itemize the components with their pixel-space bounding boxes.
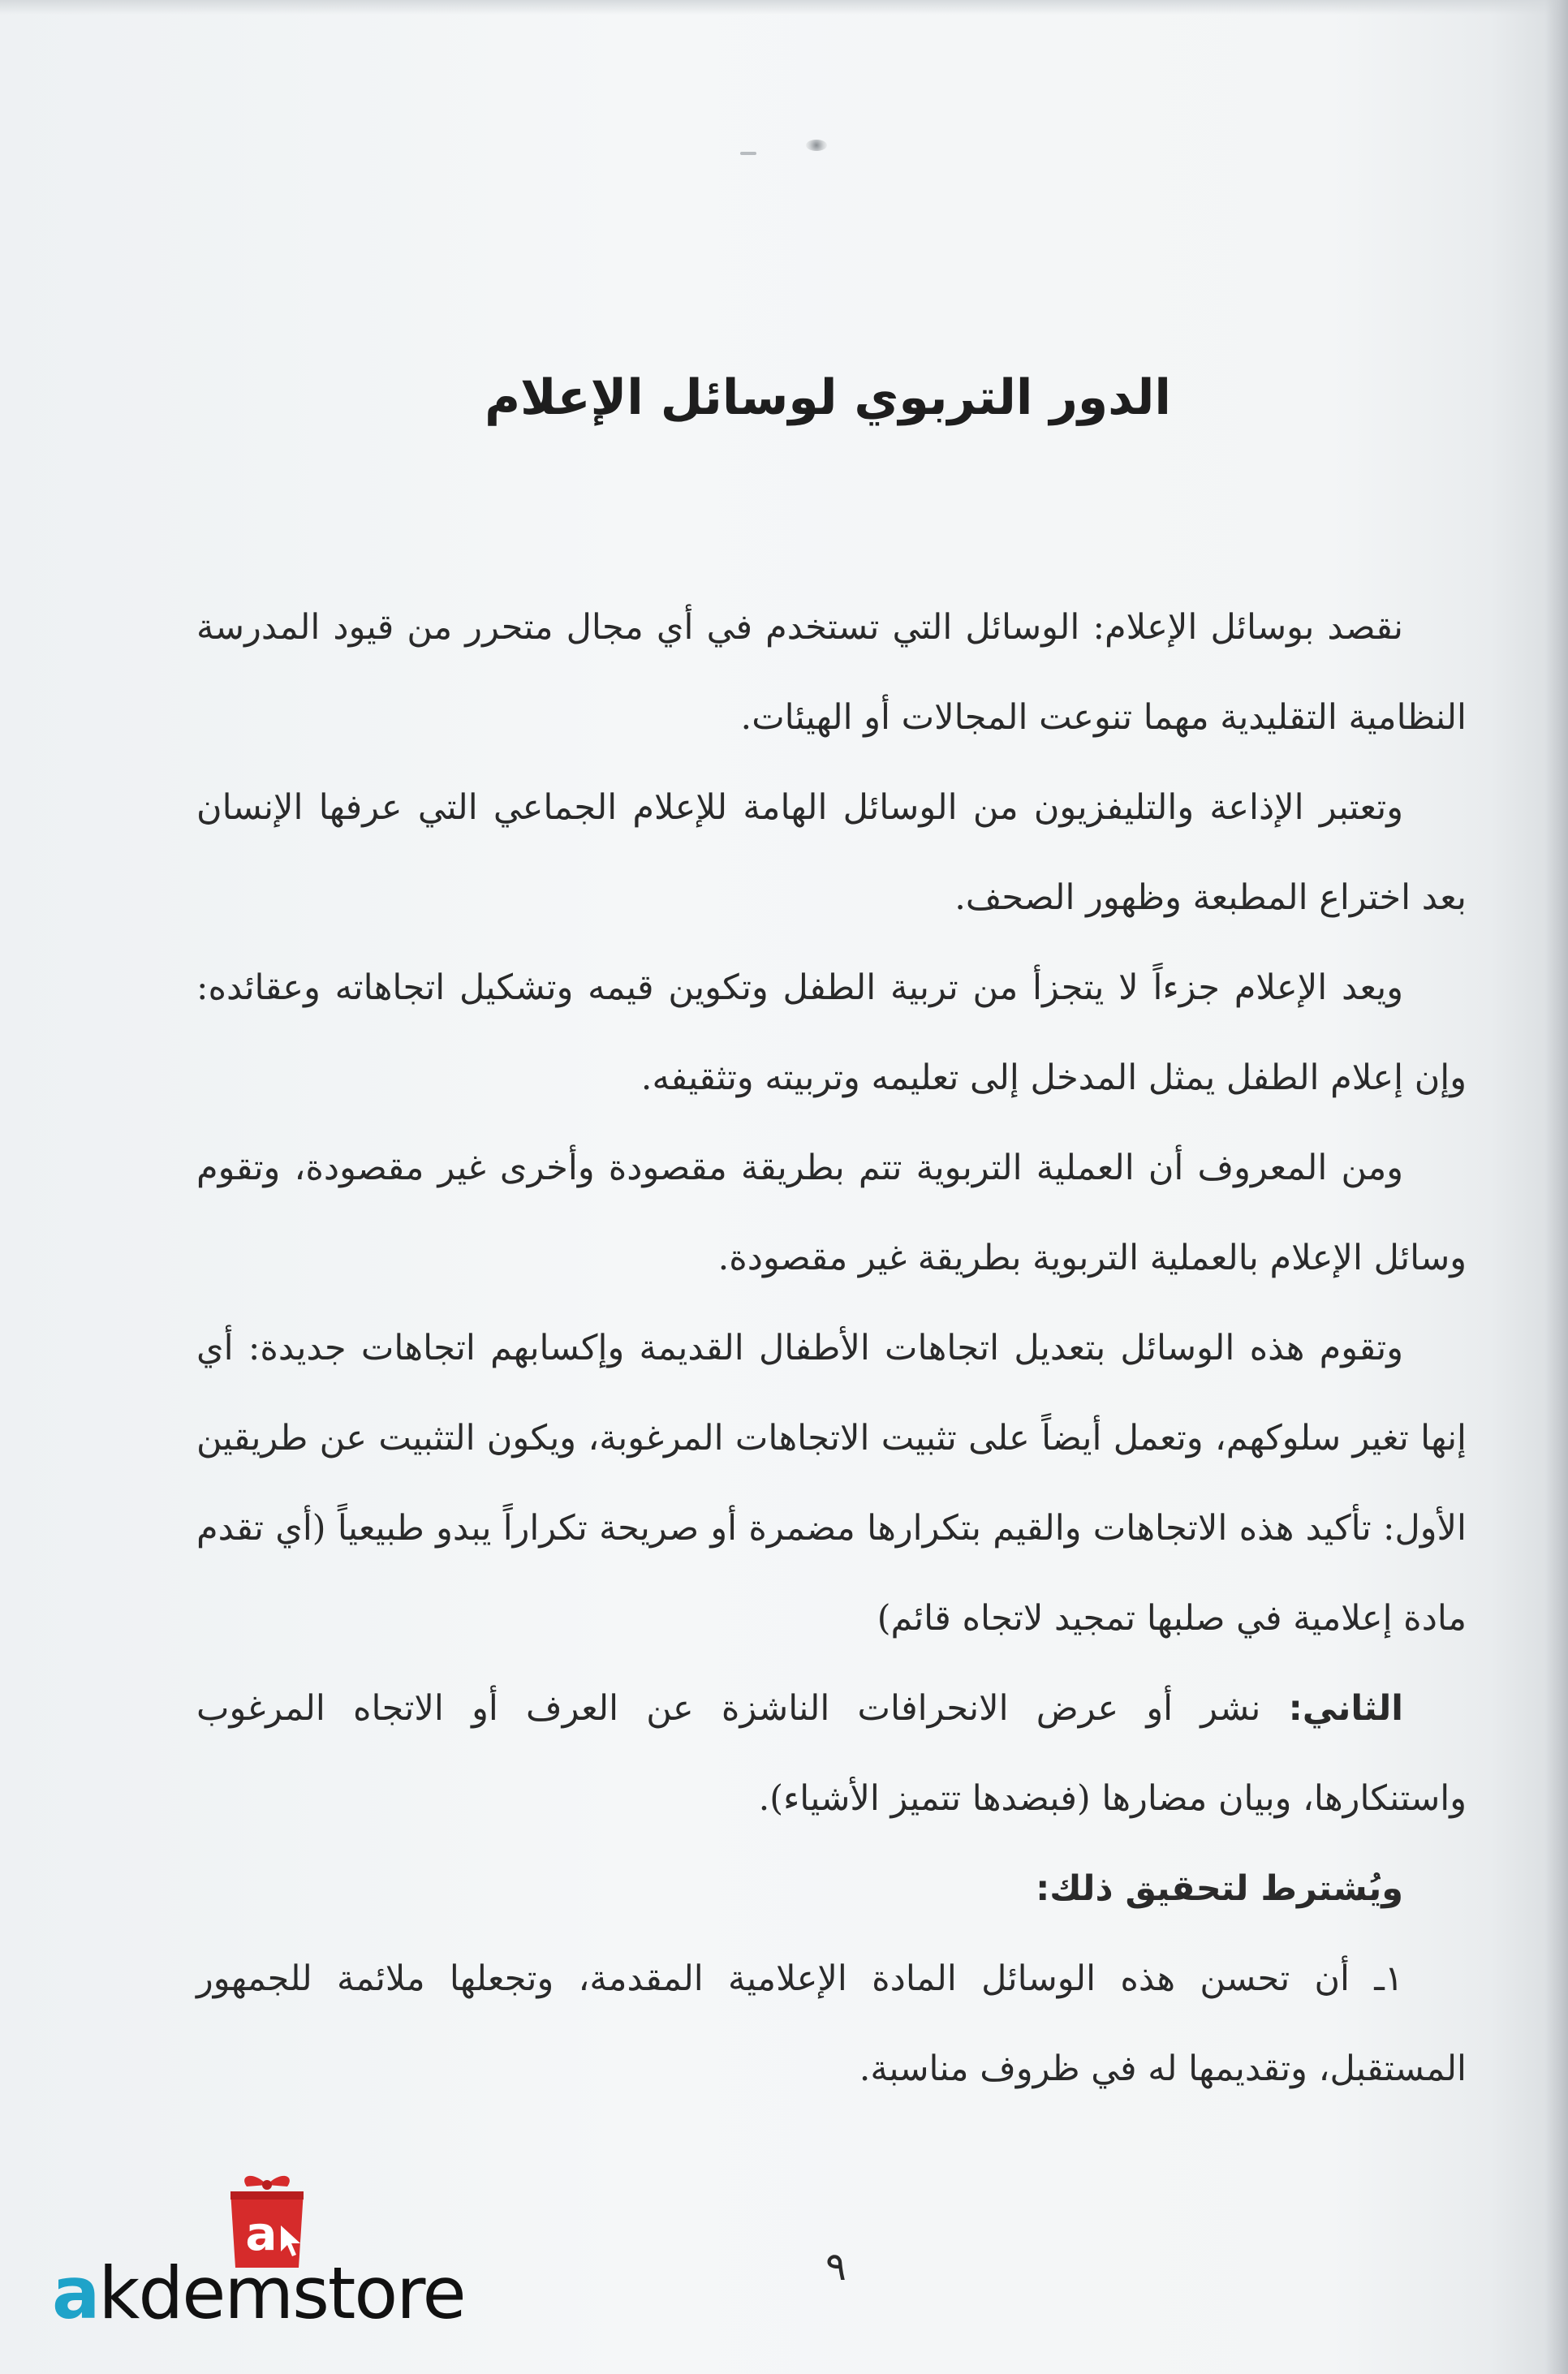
- paragraph-4: ومن المعروف أن العملية التربوية تتم بطريقة مقصودة وأخرى غير مقصودة، وتقوم وسائل الإعلام بالعملية التربوية بطريقة غير مقصودة.: [196, 1148, 1467, 1278]
- page-title: الدور التربوي لوسائل الإعلام: [485, 369, 1171, 426]
- watermark-brand-rest: kdemstore: [98, 2251, 465, 2335]
- page-top-shadow: [0, 0, 1568, 15]
- watermark-wordmark: [52, 2251, 465, 2335]
- paragraph-2: وتعتبر الإذاعة والتليفزيون من الوسائل الهامة للإعلام الجماعي التي عرفها الإنسان بعد اختراع المطبعة وظهور الصحف.: [196, 787, 1467, 918]
- paragraph-second: [196, 1664, 1467, 1844]
- akdemstore-watermark: [52, 2167, 474, 2337]
- body-text: [196, 583, 1467, 2114]
- condition-heading: ويُشترط لتحقيق ذلك:: [1036, 1868, 1403, 1909]
- page-edge: [1545, 0, 1568, 2374]
- condition-item-1: ١ـ أن تحسن هذه الوسائل المادة الإعلامية المقدمة، وتجعلها ملائمة للجمهور المستقبل، وتقديمها له في ظروف مناسبة.: [196, 1958, 1467, 2089]
- second-lead: الثاني:: [1288, 1688, 1403, 1729]
- paper-speck-line: [740, 152, 756, 155]
- page-number: ٩: [825, 2244, 846, 2290]
- second-text: نشر أو عرض الانحرافات الناشزة عن العرف أو الاتجاه المرغوب واستنكارها، وبيان مضارها (فبضدها تتميز الأشياء).: [196, 1688, 1467, 1819]
- paragraph-5: وتقوم هذه الوسائل بتعديل اتجاهات الأطفال القديمة وإكسابهم اتجاهات جديدة: أي إنها تغير سلوكهم، وتعمل أيضاً على تثبيت الاتجاهات المرغوبة، ويكون التثبيت عن طريقين الأول: تأكيد هذه الاتجاهات والقيم بتكرارها مضمرة أو صريحة تكراراً يبدو طبيعياً (أي تقدم مادة إعلامية في صلبها تمجيد لاتجاه قائم): [196, 1328, 1467, 1639]
- paragraph-1: نقصد بوسائل الإعلام: الوسائل التي تستخدم في أي مجال متحرر من قيود المدرسة النظامية التقليدية مهما تنوعت المجالات أو الهيئات.: [196, 607, 1467, 738]
- paragraph-3: ويعد الإعلام جزءاً لا يتجزأ من تربية الطفل وتكوين قيمه وتشكيل اتجاهاته وعقائده: وإن إعلام الطفل يمثل المدخل إلى تعليمه وتربيته وتثقيفه.: [196, 967, 1467, 1098]
- watermark-brand-a: a: [52, 2251, 99, 2335]
- paper-speck: [806, 140, 827, 151]
- svg-text:a: a: [245, 2206, 278, 2261]
